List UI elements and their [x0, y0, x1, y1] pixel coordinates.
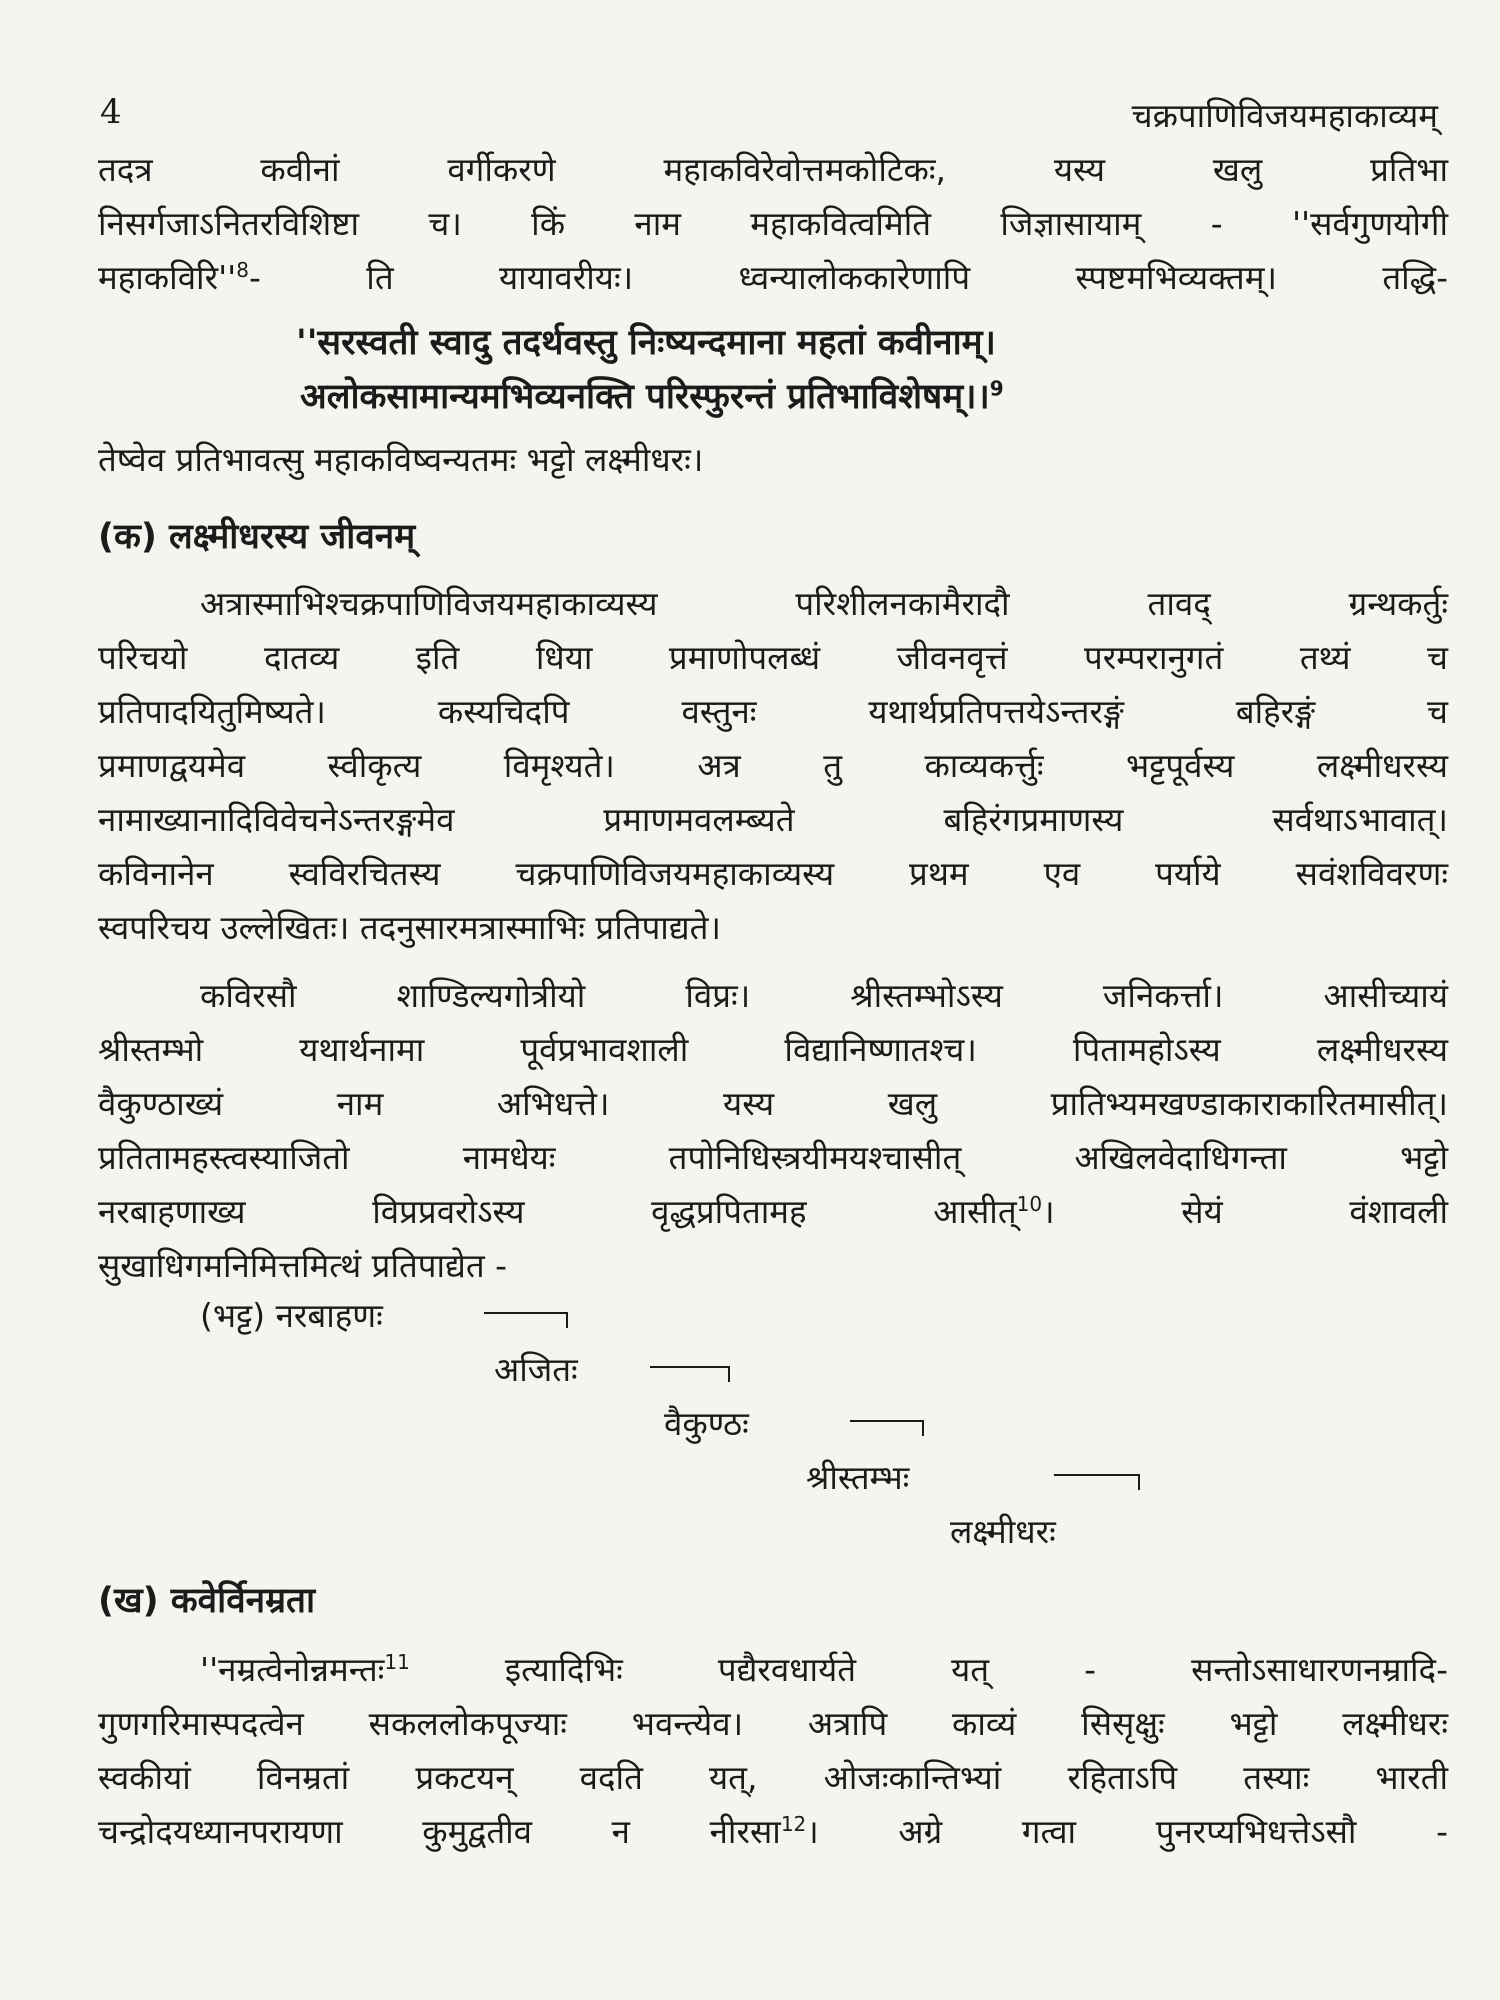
verse-line-2: [300, 376, 1004, 418]
ka-p2-line-6: सुखाधिगमनिमित्तमित्थं प्रतिपाद्येत -: [98, 1246, 508, 1285]
kha-line-1-end: इत्यादिभिः पद्यैरवधार्यते यत् - सन्तोऽसाधारणनम्रादि-: [409, 1650, 1448, 1689]
ka-p2-line-1: कविरसौ शाण्डिल्यगोत्रीयो विप्रः। श्रीस्तम्भोऽस्य जनिकर्त्ता। आसीच्यायं: [200, 976, 1448, 1015]
genealogy-node-ajita: अजितः: [494, 1350, 578, 1389]
ka-p1-line-6: कविनानेन स्वविरचितस्य चक्रपाणिविजयमहाकाव्यस्य प्रथम एव पर्याये सवंशविवरणः: [98, 854, 1448, 893]
kha-line-1-start: ''नम्रत्वेनोन्नमन्तः: [200, 1650, 385, 1689]
genealogy-node-narabahana: (भट्ट) नरबाहणः: [200, 1296, 383, 1335]
after-verse-line: तेष्वेव प्रतिभावत्सु महाकविष्वन्यतमः भट्टो लक्ष्मीधरः।: [98, 440, 704, 479]
ka-p1-line-5: नामाख्यानादिविवेचनेऽन्तरङ्गमेव प्रमाणमवलम्ब्यते बहिरंगप्रमाणस्य सर्वथाऽभावात्।: [98, 800, 1448, 839]
ka-p2-line-3: वैकुण्ठाख्यं नाम अभिधत्ते। यस्य खलु प्रातिभ्यमखण्डाकाराकारितमासीत्।: [98, 1084, 1448, 1123]
intro-line-3-start: महाकविरि'': [98, 258, 237, 297]
genealogy-connector: [650, 1366, 730, 1382]
kha-line-4-start: चन्द्रोदयध्यानपरायणा कुमुद्वतीव न नीरसा: [98, 1812, 781, 1851]
section-heading-ka: (क) लक्ष्मीधरस्य जीवनम्: [98, 517, 416, 557]
kha-line-2: गुणगरिमास्पदत्वेन सकललोकपूज्याः भवन्त्येव। अत्रापि काव्यं सिसृक्षुः भट्टो लक्ष्मीधरः: [98, 1704, 1448, 1743]
section-heading-kha: (ख) कवेर्विनम्रता: [98, 1581, 316, 1621]
genealogy-node-vaikuntha: वैकुण्ठः: [664, 1404, 749, 1443]
verse-line-2-text: अलोकसामान्यमभिव्यनक्ति परिस्फुरन्तं प्रतिभाविशेषम्।।: [300, 377, 990, 417]
ka-p1-line-2: परिचयो दातव्य इति धिया प्रमाणोपलब्धं जीवनवृत्तं परम्परानुगतं तथ्यं च: [98, 638, 1448, 677]
ka-p1-line-1: अत्रास्माभिश्चक्रपाणिविजयमहाकाव्यस्य परिशीलनकामैरादौ तावद् ग्रन्थकर्तुः: [200, 584, 1448, 623]
ka-p2-line-4: प्रतितामहस्त्वस्याजितो नामधेयः तपोनिधिस्त्रयीमयश्चासीत् अखिलवेदाधिगन्ता भट्टो: [98, 1138, 1448, 1177]
running-title: चक्रपाणिविजयमहाकाव्यम्: [1131, 96, 1438, 135]
genealogy-connector: [484, 1312, 568, 1328]
genealogy-connector: [1054, 1474, 1140, 1490]
kha-line-3: स्वकीयां विनम्रतां प्रकटयन् वदति यत्, ओजःकान्तिभ्यां रहिताऽपि तस्याः भारती: [98, 1758, 1448, 1797]
ka-p2-line-5-end: । सेयं वंशावली: [1042, 1192, 1448, 1231]
footnote-ref-8: 8: [236, 258, 249, 282]
ka-p2-line-5-start: नरबाहणाख्य विप्रप्रवरोऽस्य वृद्धप्रपितामह आसीत्: [98, 1192, 1017, 1231]
footnote-ref-9: 9: [989, 376, 1004, 401]
kha-line-1: [200, 1650, 1448, 1690]
genealogy-node-lakshmidhara: लक्ष्मीधरः: [950, 1512, 1056, 1551]
footnote-ref-10: 10: [1016, 1192, 1043, 1216]
ka-p2-line-5: [98, 1192, 1448, 1232]
genealogy-connector: [850, 1420, 924, 1436]
intro-line-3-end: - ति यायावरीयः। ध्वन्यालोककारेणापि स्पष्टमभिव्यक्तम्। तद्धि-: [248, 258, 1448, 297]
intro-line-1: तदत्र कवीनां वर्गीकरणे महाकविरेवोत्तमकोटिकः, यस्य खलु प्रतिभा: [98, 150, 1448, 189]
kha-line-4-end: । अग्रे गत्वा पुनरप्यभिधत्तेऽसौ -: [806, 1812, 1449, 1851]
verse-line-1: ''सरस्वती स्वादु तदर्थवस्तु निःष्यन्दमाना महतां कवीनाम्।: [296, 323, 996, 363]
genealogy-node-shristambha: श्रीस्तम्भः: [806, 1458, 910, 1497]
intro-line-2: निसर्गजाऽनितरविशिष्टा च। किं नाम महाकवित्वमिति जिज्ञासायाम् - ''सर्वगुणयोगी: [98, 204, 1448, 243]
footnote-ref-12: 12: [780, 1812, 807, 1836]
ka-p1-line-3: प्रतिपादयितुमिष्यते। कस्यचिदपि वस्तुनः यथार्थप्रतिपत्तयेऽन्तरङ्गं बहिरङ्गं च: [98, 692, 1448, 731]
intro-line-3: [98, 258, 1448, 298]
ka-p2-line-2: श्रीस्तम्भो यथार्थनामा पूर्वप्रभावशाली विद्यानिष्णातश्च। पितामहोऽस्य लक्ष्मीधरस्य: [98, 1030, 1448, 1069]
footnote-ref-11: 11: [384, 1650, 410, 1674]
page-number: 4: [100, 92, 122, 132]
kha-line-4: [98, 1812, 1448, 1852]
ka-p1-line-4: प्रमाणद्वयमेव स्वीकृत्य विमृश्यते। अत्र तु काव्यकर्त्तुः भट्टपूर्वस्य लक्ष्मीधरस्य: [98, 746, 1448, 785]
ka-p1-line-7: स्वपरिचय उल्लेखितः। तदनुसारमत्रास्माभिः प्रतिपाद्यते।: [98, 908, 721, 947]
